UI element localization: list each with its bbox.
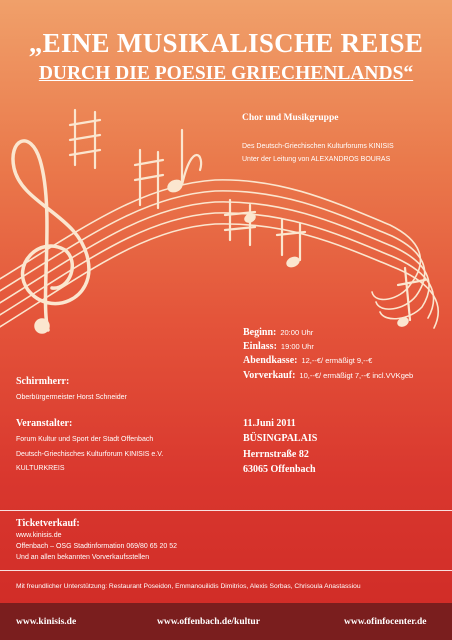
event-date: 11.Juni 2011 [243, 418, 296, 429]
schedule-value: 19:00 Uhr [280, 342, 314, 351]
schedule-value: 10,--€/ ermäßigt 7,--€ incl.VVKgeb [299, 371, 414, 380]
organizer-heading: Veranstalter: [16, 418, 73, 429]
music-staff-lines [0, 180, 438, 333]
organizer-line: Forum Kultur und Sport der Stadt Offenbach [16, 436, 154, 443]
schedule-row [243, 365, 413, 383]
footer-link-offenbach[interactable]: www.offenbach.de/kultur [157, 617, 260, 627]
group-line-2: Unter der Leitung von ALEXANDROS BOURAS [242, 156, 391, 163]
ticket-line: Und an allen bekannten Vorverkaufsstellen [16, 554, 150, 561]
divider-bottom [0, 570, 452, 571]
venue-street: Herrnstraße 82 [243, 449, 309, 460]
patron-name: Oberbürgermeister Horst Schneider [16, 394, 127, 401]
footer-link-infocenter[interactable]: www.ofinfocenter.de [344, 617, 427, 627]
patron-heading: Schirmherr: [16, 376, 70, 387]
organizer-line: KULTURKREIS [16, 465, 65, 472]
schedule-value: 12,--€/ ermäßigt 9,--€ [301, 356, 373, 365]
schedule-label: Vorverkauf: [243, 370, 296, 381]
ticket-heading: Ticketverkauf: [16, 518, 80, 529]
ticket-line: Offenbach – OSG Stadtinformation 069/80 65 20 52 [16, 543, 177, 550]
poster-title-line-1: „EINE MUSIKALISCHE REISE [28, 28, 424, 58]
schedule-label: Beginn: [243, 327, 277, 338]
divider-top [0, 510, 452, 511]
organizer-line: Deutsch-Griechisches Kulturforum KINISIS e.V. [16, 451, 164, 458]
music-staff-illustration [0, 95, 452, 335]
footer-bar [0, 603, 452, 640]
venue-name: BÜSINGPALAIS [243, 433, 318, 444]
schedule-label: Einlass: [243, 341, 277, 352]
support-credits: Mit freundlicher Unterstützung: Restaurant Poseidon, Emmanouilidis Dimitrios, Alexis Sorbas, Chrisoula Anastassiou [16, 583, 361, 590]
poster-title-line-2: DURCH DIE POESIE GRIECHENLANDS“ [38, 63, 414, 84]
group-line-1: Des Deutsch-Griechischen Kulturforums KINISIS [242, 143, 394, 150]
schedule-label: Abendkasse: [243, 355, 298, 366]
venue-city: 63065 Offenbach [243, 464, 316, 475]
footer-link-kinisis[interactable]: www.kinisis.de [16, 617, 77, 627]
schedule-value: 20:00 Uhr [280, 328, 314, 337]
group-heading: Chor und Musikgruppe [242, 113, 339, 123]
ticket-line: www.kinisis.de [16, 532, 62, 539]
treble-clef-icon [13, 141, 89, 332]
